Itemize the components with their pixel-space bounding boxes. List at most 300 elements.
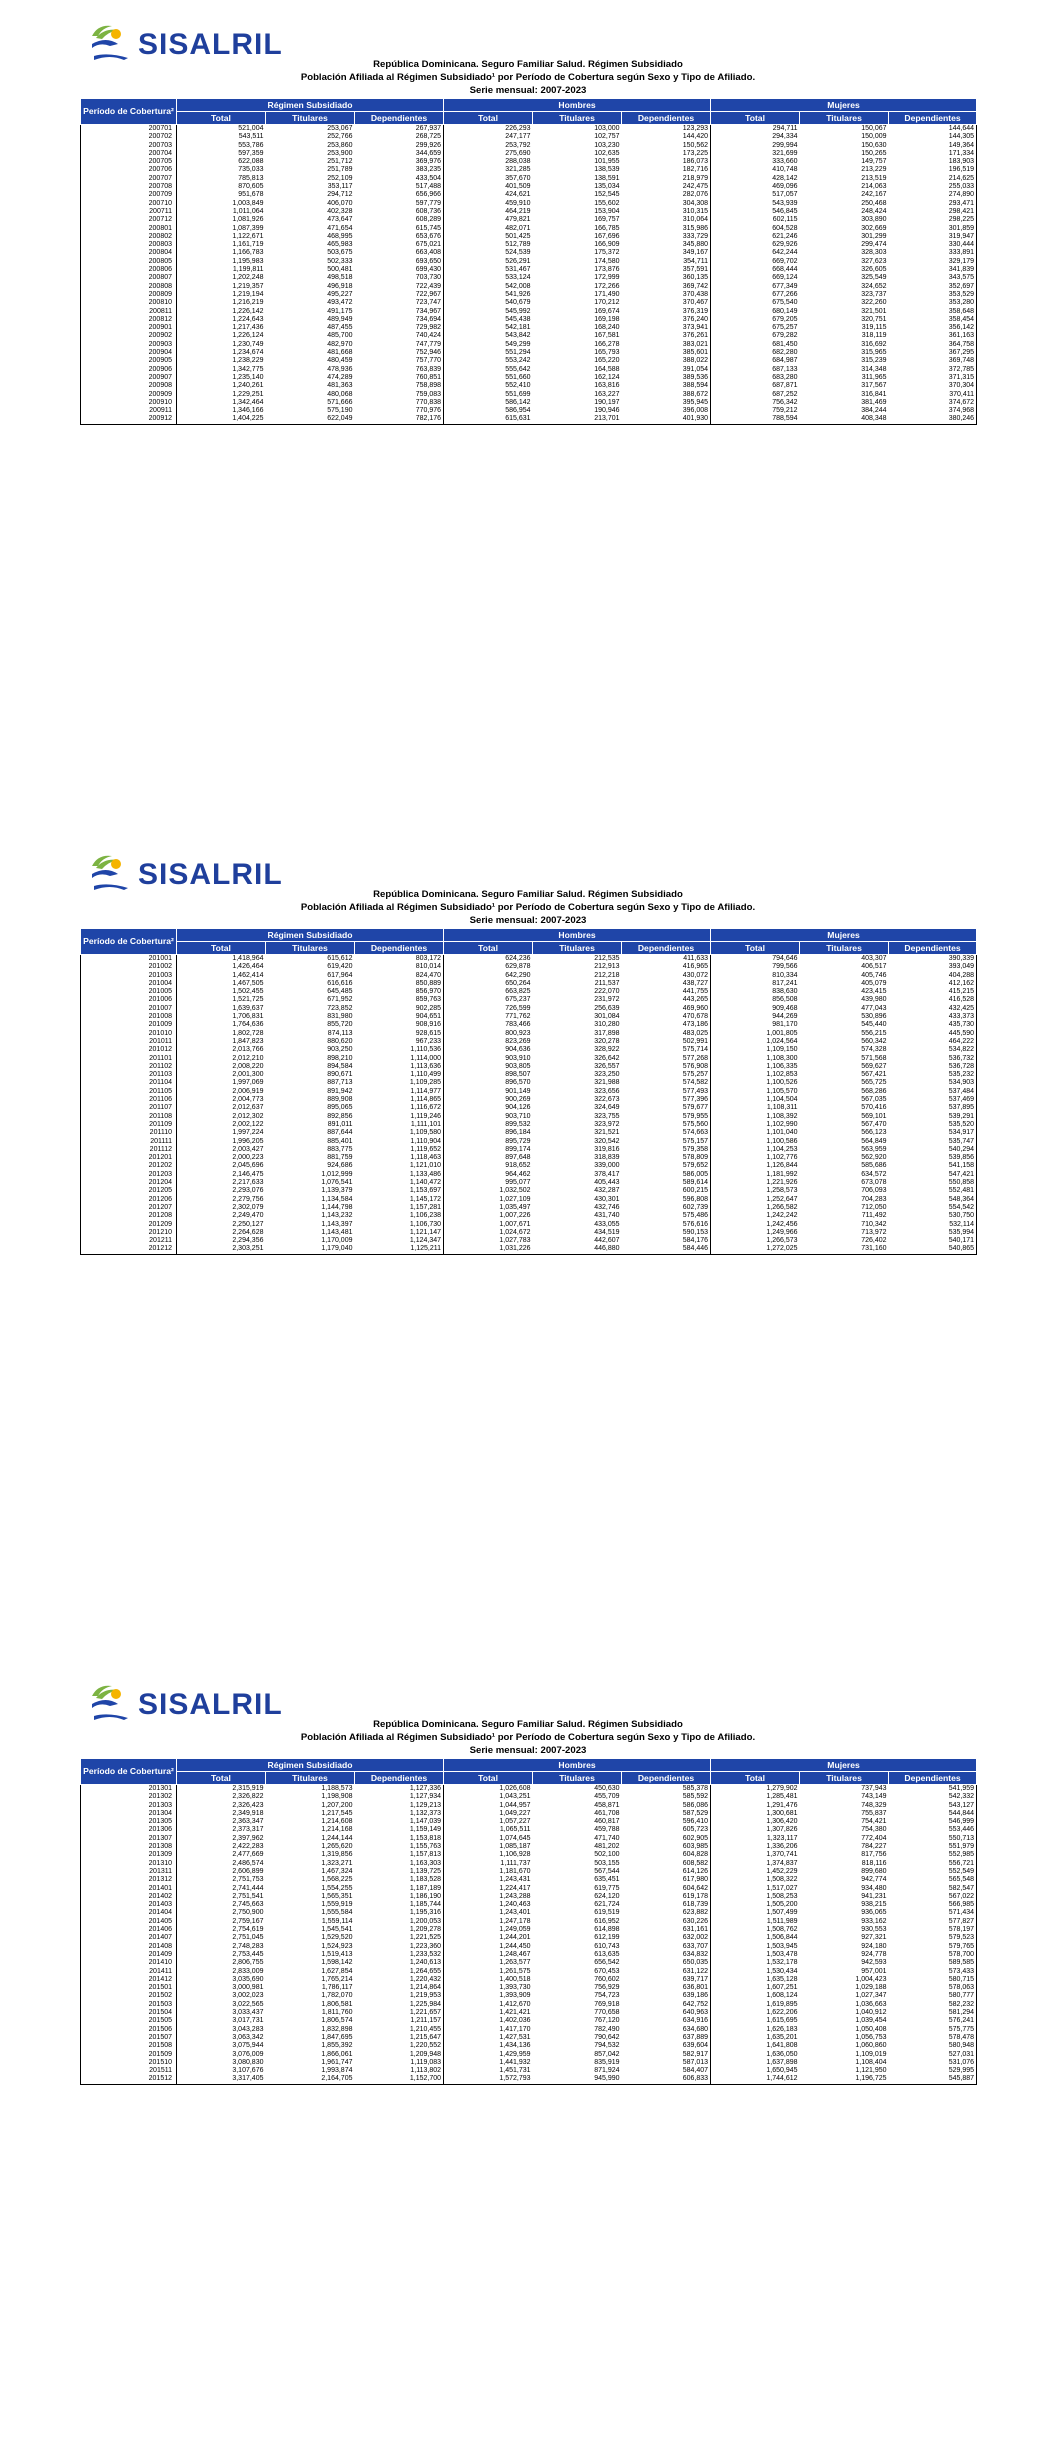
value-cell: 405,079 — [861, 979, 887, 987]
value-cell: 794,532 — [594, 2042, 620, 2050]
value-cell: 585,378 — [622, 1785, 711, 1794]
value-cell: 578,700 — [889, 1951, 977, 1959]
value-cell: 155,602 — [594, 199, 620, 207]
period-cell: 200804 — [81, 249, 177, 257]
value-cell: 1,114,977 — [355, 1088, 444, 1096]
value-cell: 604,528 — [772, 224, 798, 232]
table-row — [81, 1212, 977, 1220]
value-cell: 3,017,731 — [232, 2017, 264, 2025]
table-row — [81, 1005, 977, 1013]
value-cell: 2,002,122 — [232, 1120, 264, 1128]
value-cell: 574,328 — [861, 1046, 887, 1054]
value-cell: 1,554,255 — [321, 1884, 353, 1892]
table-row — [81, 1245, 977, 1254]
period-cell: 201404 — [81, 1909, 177, 1917]
value-cell: 1,219,357 — [232, 282, 264, 290]
value-cell: 1,346,166 — [232, 407, 264, 415]
period-cell: 200811 — [81, 308, 177, 316]
table-row — [81, 1204, 977, 1212]
value-cell: 2,741,444 — [232, 1884, 264, 1892]
table-row — [81, 1943, 977, 1951]
value-cell: 2,753,445 — [232, 1950, 264, 1958]
value-cell: 547,421 — [889, 1171, 977, 1179]
value-cell: 569,101 — [861, 1112, 887, 1120]
table-row — [81, 955, 977, 964]
period-cell: 200904 — [81, 349, 177, 357]
value-cell: 942,593 — [861, 1959, 887, 1967]
value-cell: 596,808 — [622, 1196, 711, 1204]
value-cell: 1,106,730 — [355, 1221, 444, 1229]
value-cell: 531,467 — [505, 266, 531, 274]
value-cell: 144,644 — [889, 125, 977, 134]
value-cell: 152,545 — [594, 191, 620, 199]
value-cell: 495,227 — [327, 290, 353, 298]
value-cell: 1,044,957 — [499, 1801, 531, 1809]
value-cell: 212,535 — [594, 955, 620, 962]
value-cell: 343,575 — [889, 274, 977, 282]
table-row — [81, 241, 977, 249]
value-cell: 517,488 — [355, 183, 444, 191]
value-cell: 957,001 — [861, 1967, 887, 1975]
value-cell: 634,572 — [861, 1170, 887, 1178]
value-cell: 617,980 — [622, 1876, 711, 1884]
value-cell: 1,185,744 — [355, 1901, 444, 1909]
value-cell: 299,926 — [355, 142, 444, 150]
table-row — [81, 1984, 977, 1992]
value-cell: 1,242,456 — [766, 1220, 798, 1228]
value-cell: 385,601 — [622, 349, 711, 357]
value-cell: 213,701 — [533, 415, 622, 424]
table-row — [81, 1968, 977, 1976]
value-cell: 248,424 — [861, 207, 887, 215]
value-cell: 389,536 — [622, 374, 711, 382]
value-cell: 301,299 — [861, 232, 887, 240]
value-cell: 1,342,775 — [232, 365, 264, 373]
period-cell: 201211 — [81, 1237, 177, 1245]
value-cell: 1,244,450 — [499, 1942, 531, 1950]
value-cell: 759,083 — [355, 391, 444, 399]
value-cell: 938,215 — [861, 1901, 887, 1909]
value-cell: 735,033 — [238, 166, 264, 174]
value-cell: 408,348 — [800, 415, 889, 424]
value-cell: 3,033,437 — [232, 2009, 264, 2017]
value-cell: 810,334 — [772, 971, 798, 979]
value-cell: 934,480 — [861, 1884, 887, 1892]
value-cell: 402,328 — [327, 207, 353, 215]
report-title-line: Población Afiliada al Régimen Subsidiado¹ por Período de Cobertura según Sexo y Tipo de Afiliado. — [300, 902, 756, 913]
value-cell: 381,469 — [861, 398, 887, 406]
value-cell: 481,363 — [327, 382, 353, 390]
period-cell: 201010 — [81, 1030, 177, 1038]
value-cell: 891,011 — [327, 1120, 353, 1128]
value-cell: 630,226 — [622, 1918, 711, 1926]
value-cell: 1,140,472 — [355, 1179, 444, 1187]
value-cell: 282,076 — [622, 191, 711, 199]
report-titles — [80, 58, 976, 97]
period-cell: 201509 — [81, 2051, 177, 2059]
report-title-line: Serie mensual: 2007-2023 — [469, 85, 587, 96]
value-cell: 163,227 — [594, 390, 620, 398]
value-cell: 369,742 — [622, 283, 711, 291]
value-cell: 2,751,753 — [232, 1876, 264, 1884]
value-cell: 871,924 — [594, 2067, 620, 2075]
value-cell: 416,965 — [622, 963, 711, 971]
value-cell: 551,979 — [889, 1843, 977, 1851]
table-row — [81, 2075, 977, 2084]
table-row — [81, 2009, 977, 2017]
value-cell: 1,266,582 — [766, 1203, 798, 1211]
value-cell: 500,481 — [327, 266, 353, 274]
value-cell: 333,660 — [772, 158, 798, 166]
value-cell: 928,615 — [355, 1030, 444, 1038]
value-cell: 303,890 — [861, 216, 887, 224]
table-row — [81, 1901, 977, 1909]
value-cell: 683,280 — [772, 373, 798, 381]
value-cell: 687,871 — [772, 382, 798, 390]
table-row — [81, 1934, 977, 1942]
value-cell: 1,181,670 — [499, 1867, 531, 1875]
value-cell: 1,782,070 — [321, 1992, 353, 2000]
period-cell: 200906 — [81, 366, 177, 374]
value-cell: 748,329 — [861, 1801, 887, 1809]
value-cell: 729,982 — [355, 324, 444, 332]
table-row — [81, 1826, 977, 1834]
value-cell: 1,214,608 — [321, 1818, 353, 1826]
value-cell: 895,729 — [505, 1137, 531, 1145]
value-cell: 1,266,573 — [766, 1237, 798, 1245]
table-row — [81, 158, 977, 166]
value-cell: 563,959 — [861, 1145, 887, 1153]
value-cell: 1,060,860 — [855, 2042, 887, 2050]
table-row — [81, 1785, 977, 1794]
value-cell: 794,646 — [772, 955, 798, 962]
period-cell: 200710 — [81, 200, 177, 208]
value-cell: 328,303 — [861, 249, 887, 257]
value-cell: 713,972 — [861, 1228, 887, 1236]
value-cell: 634,916 — [622, 2017, 711, 2025]
value-cell: 722,439 — [355, 283, 444, 291]
column-header: Dependientes — [622, 1772, 711, 1785]
value-cell: 1,244,201 — [499, 1934, 531, 1942]
value-cell: 890,671 — [327, 1071, 353, 1079]
value-cell: 1,056,753 — [855, 2033, 887, 2041]
value-cell: 584,407 — [622, 2067, 711, 2075]
table-row — [81, 366, 977, 374]
value-cell: 1,036,663 — [855, 2000, 887, 2008]
value-cell: 679,282 — [772, 332, 798, 340]
value-cell: 731,160 — [800, 1245, 889, 1254]
value-cell: 320,542 — [594, 1137, 620, 1145]
value-cell: 1,996,205 — [232, 1137, 264, 1145]
value-cell: 540,865 — [889, 1245, 977, 1254]
value-cell: 493,472 — [327, 299, 353, 307]
table-row — [81, 1030, 977, 1038]
value-cell: 2,013,766 — [232, 1046, 264, 1054]
value-cell: 1,143,397 — [321, 1220, 353, 1228]
value-cell: 167,696 — [594, 232, 620, 240]
value-cell: 582,917 — [622, 2051, 711, 2059]
value-cell: 102,635 — [594, 149, 620, 157]
value-cell: 924,778 — [861, 1950, 887, 1958]
value-cell: 616,616 — [327, 979, 353, 987]
value-cell: 553,242 — [505, 357, 531, 365]
value-cell: 933,162 — [861, 1917, 887, 1925]
value-cell: 1,802,728 — [232, 1029, 264, 1037]
value-cell: 631,122 — [622, 1968, 711, 1976]
value-cell: 353,280 — [889, 299, 977, 307]
value-cell: 1,122,671 — [232, 232, 264, 240]
value-cell: 247,177 — [505, 133, 531, 141]
value-cell: 734,694 — [355, 316, 444, 324]
value-cell: 170,212 — [594, 299, 620, 307]
value-cell: 1,050,408 — [855, 2025, 887, 2033]
value-cell: 293,471 — [889, 200, 977, 208]
table-row — [81, 1129, 977, 1137]
period-cell: 201501 — [81, 1984, 177, 1992]
table-row — [81, 249, 977, 257]
value-cell: 562,920 — [861, 1154, 887, 1162]
value-cell: 1,166,783 — [232, 249, 264, 257]
value-cell: 103,230 — [594, 141, 620, 149]
value-cell: 190,946 — [594, 407, 620, 415]
period-cell: 201502 — [81, 1992, 177, 2000]
period-cell: 200908 — [81, 382, 177, 390]
value-cell: 545,438 — [505, 315, 531, 323]
period-cell: 201205 — [81, 1187, 177, 1195]
value-cell: 663,825 — [505, 988, 531, 996]
value-cell: 1,216,219 — [232, 299, 264, 307]
value-cell: 319,947 — [889, 233, 977, 241]
value-cell: 470,678 — [622, 1013, 711, 1021]
period-cell: 201301 — [81, 1785, 177, 1794]
value-cell: 902,285 — [355, 1005, 444, 1013]
period-cell: 201003 — [81, 972, 177, 980]
value-cell: 1,114,000 — [355, 1055, 444, 1063]
value-cell: 856,970 — [355, 988, 444, 996]
value-cell: 432,287 — [594, 1187, 620, 1195]
value-cell: 546,845 — [772, 207, 798, 215]
period-cell: 201009 — [81, 1021, 177, 1029]
value-cell: 568,286 — [861, 1087, 887, 1095]
table-row — [81, 233, 977, 241]
value-cell: 2,004,773 — [232, 1096, 264, 1104]
period-cell: 200801 — [81, 225, 177, 233]
value-cell: 1,866,061 — [321, 2050, 353, 2058]
value-cell: 2,003,427 — [232, 1145, 264, 1153]
value-cell: 1,085,187 — [499, 1843, 531, 1851]
report-title-line: República Dominicana. Seguro Familiar Salud. Régimen Subsidiado — [373, 889, 683, 900]
value-cell: 1,764,636 — [232, 1021, 264, 1029]
value-cell: 3,107,676 — [232, 2067, 264, 2075]
value-cell: 564,849 — [861, 1137, 887, 1145]
value-cell: 903,910 — [505, 1054, 531, 1062]
value-cell: 163,816 — [594, 382, 620, 390]
value-cell: 1,065,511 — [499, 1826, 531, 1834]
value-cell: 304,308 — [622, 200, 711, 208]
value-cell: 3,076,009 — [232, 2050, 264, 2058]
value-cell: 423,415 — [861, 988, 887, 996]
column-header: Titulares — [533, 112, 622, 125]
value-cell: 433,373 — [889, 1013, 977, 1021]
value-cell: 541,959 — [889, 1785, 977, 1794]
value-cell: 918,652 — [505, 1162, 531, 1170]
period-cell: 200901 — [81, 324, 177, 332]
value-cell: 710,342 — [861, 1220, 887, 1228]
value-cell: 575,560 — [622, 1121, 711, 1129]
period-cell: 200810 — [81, 299, 177, 307]
value-cell: 1,997,224 — [232, 1129, 264, 1137]
value-cell: 1,188,573 — [321, 1785, 353, 1792]
value-cell: 150,562 — [622, 142, 711, 150]
value-cell: 1,248,467 — [499, 1950, 531, 1958]
value-cell: 578,197 — [889, 1926, 977, 1934]
value-cell: 574,663 — [622, 1129, 711, 1137]
value-cell: 150,630 — [861, 141, 887, 149]
value-cell: 1,161,719 — [232, 241, 264, 249]
value-cell: 703,730 — [355, 274, 444, 282]
value-cell: 526,291 — [505, 257, 531, 265]
period-cell: 201307 — [81, 1835, 177, 1843]
report-title-line: Población Afiliada al Régimen Subsidiado¹ por Período de Cobertura según Sexo y Tipo de Afiliado. — [300, 1732, 756, 1743]
value-cell: 850,889 — [355, 980, 444, 988]
value-cell: 441,755 — [622, 988, 711, 996]
value-cell: 253,860 — [327, 141, 353, 149]
value-cell: 556,721 — [889, 1860, 977, 1868]
table-row — [81, 1793, 977, 1801]
value-cell: 671,952 — [327, 996, 353, 1004]
table-row — [81, 1876, 977, 1884]
value-cell: 1,847,823 — [232, 1037, 264, 1045]
value-cell: 653,676 — [355, 233, 444, 241]
value-cell: 1,153,818 — [355, 1835, 444, 1843]
value-cell: 1,109,285 — [355, 1079, 444, 1087]
value-cell: 1,451,731 — [499, 2067, 531, 2075]
value-cell: 550,713 — [889, 1835, 977, 1843]
value-cell: 772,404 — [861, 1834, 887, 1842]
value-cell: 1,619,895 — [766, 2000, 798, 2008]
table-row — [81, 2026, 977, 2034]
period-cell: 201202 — [81, 1162, 177, 1170]
value-cell: 684,987 — [772, 357, 798, 365]
value-cell: 213,229 — [861, 166, 887, 174]
table-row — [81, 191, 977, 199]
value-cell: 586,005 — [622, 1171, 711, 1179]
table-row — [81, 1885, 977, 1893]
value-cell: 722,967 — [355, 291, 444, 299]
table-row — [81, 1851, 977, 1859]
value-cell: 3,063,342 — [232, 2033, 264, 2041]
value-cell: 543,511 — [238, 133, 264, 141]
column-header: Total — [711, 1772, 800, 1785]
value-cell: 856,508 — [772, 996, 798, 1004]
value-cell: 567,470 — [861, 1120, 887, 1128]
value-cell: 767,120 — [594, 2017, 620, 2025]
value-cell: 1,157,813 — [355, 1851, 444, 1859]
value-cell: 498,518 — [327, 274, 353, 282]
value-cell: 478,936 — [327, 365, 353, 373]
value-cell: 924,180 — [861, 1942, 887, 1950]
value-cell: 899,532 — [505, 1120, 531, 1128]
table-row — [81, 175, 977, 183]
value-cell: 2,349,918 — [232, 1809, 264, 1817]
value-cell: 517,057 — [772, 191, 798, 199]
value-cell: 622,049 — [266, 415, 355, 424]
value-cell: 534,822 — [889, 1046, 977, 1054]
value-cell: 633,707 — [622, 1943, 711, 1951]
value-cell: 554,542 — [889, 1204, 977, 1212]
value-cell: 330,444 — [889, 241, 977, 249]
value-cell: 900,269 — [505, 1096, 531, 1104]
value-cell: 328,922 — [594, 1046, 620, 1054]
value-cell: 1,081,926 — [232, 216, 264, 224]
period-cell: 200704 — [81, 150, 177, 158]
value-cell: 930,553 — [861, 1926, 887, 1934]
period-cell: 201402 — [81, 1893, 177, 1901]
value-cell: 1,598,142 — [321, 1959, 353, 1967]
value-cell: 579,955 — [622, 1113, 711, 1121]
value-cell: 450,630 — [594, 1785, 620, 1792]
value-cell: 1,400,518 — [499, 1975, 531, 1983]
value-cell: 640,963 — [622, 2009, 711, 2017]
value-cell: 546,999 — [889, 1818, 977, 1826]
value-cell: 1,108,404 — [855, 2058, 887, 2066]
value-cell: 358,648 — [889, 308, 977, 316]
value-cell: 196,519 — [889, 166, 977, 174]
value-cell: 1,427,531 — [499, 2033, 531, 2041]
value-cell: 699,430 — [355, 266, 444, 274]
value-cell: 2,045,696 — [232, 1162, 264, 1170]
value-cell: 1,252,647 — [766, 1195, 798, 1203]
value-cell: 1,847,695 — [321, 2033, 353, 2041]
period-cell: 201109 — [81, 1121, 177, 1129]
value-cell: 166,278 — [594, 340, 620, 348]
column-header: Dependientes — [622, 942, 711, 955]
value-cell: 410,748 — [772, 166, 798, 174]
value-cell: 613,635 — [594, 1950, 620, 1958]
value-cell: 536,728 — [889, 1063, 977, 1071]
value-cell: 253,792 — [505, 141, 531, 149]
value-cell: 1,121,147 — [355, 1229, 444, 1237]
value-cell: 1,530,434 — [766, 1967, 798, 1975]
value-cell: 1,243,401 — [499, 1909, 531, 1917]
value-cell: 360,135 — [622, 274, 711, 282]
value-cell: 566,123 — [861, 1129, 887, 1137]
table-row — [81, 1121, 977, 1129]
value-cell: 895,065 — [327, 1104, 353, 1112]
value-cell: 618,739 — [622, 1901, 711, 1909]
value-cell: 687,133 — [772, 365, 798, 373]
value-cell: 242,475 — [622, 183, 711, 191]
value-cell: 818,116 — [861, 1859, 887, 1867]
value-cell: 388,594 — [622, 382, 711, 390]
column-header: Total — [444, 942, 533, 955]
value-cell: 903,250 — [327, 1046, 353, 1054]
value-cell: 171,334 — [889, 150, 977, 158]
value-cell: 782,176 — [355, 415, 444, 424]
value-cell: 2,751,541 — [232, 1892, 264, 1900]
value-cell: 1,126,844 — [766, 1162, 798, 1170]
value-cell: 442,607 — [594, 1237, 620, 1245]
value-cell: 535,747 — [889, 1138, 977, 1146]
table-row — [81, 1951, 977, 1959]
period-cell: 201103 — [81, 1071, 177, 1079]
value-cell: 944,269 — [772, 1013, 798, 1021]
value-cell: 579,652 — [622, 1162, 711, 1170]
value-cell: 575,486 — [622, 1212, 711, 1220]
value-cell: 403,307 — [861, 955, 887, 962]
value-cell: 2,750,900 — [232, 1909, 264, 1917]
value-cell: 212,913 — [594, 963, 620, 971]
